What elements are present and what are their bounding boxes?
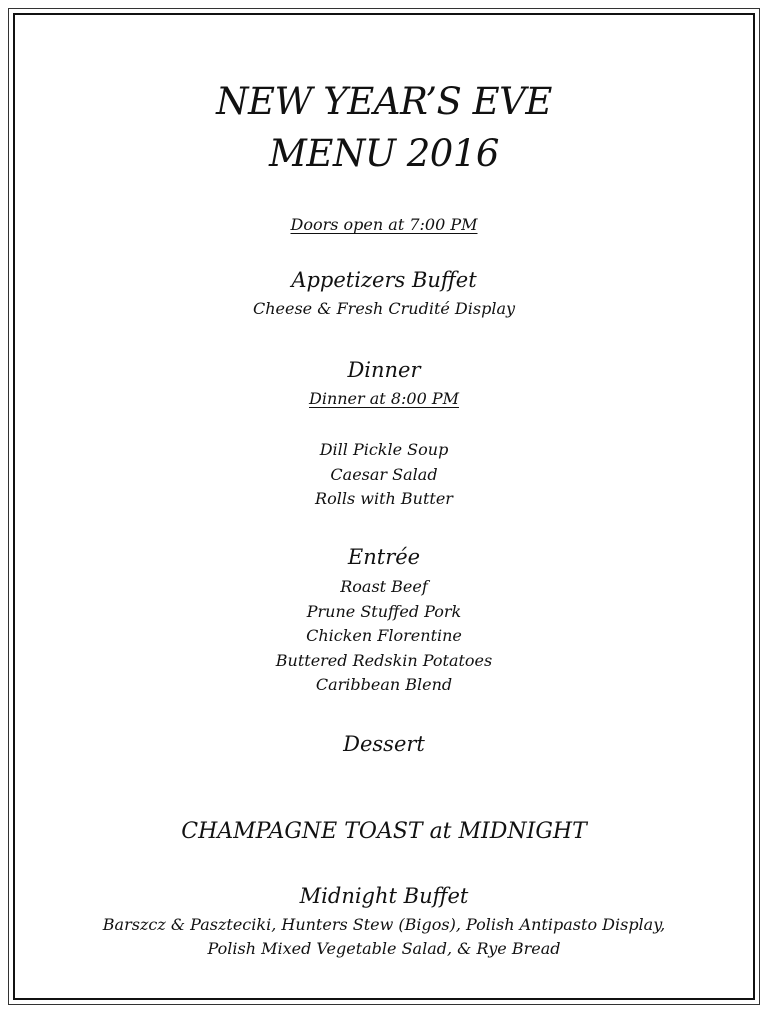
menu-title-line2: MENU 2016 [269,132,499,175]
midnight-buffet-line2: Polish Mixed Vegetable Salad, & Rye Bread [207,939,561,958]
dessert-heading: Dessert [343,732,425,756]
dinner-items-list [20,438,748,512]
dinner-item: Rolls with Butter [315,489,453,508]
champagne-toast-text: CHAMPAGNE TOAST at MIDNIGHT [181,819,587,844]
entree-item: Roast Beef [340,577,428,596]
midnight-buffet-heading: Midnight Buffet [299,884,469,908]
appetizers-heading: Appetizers Buffet [291,268,477,292]
menu-title-line1: NEW YEAR’S EVE [216,80,552,123]
dinner-time: Dinner at 8:00 PM [309,389,459,408]
entree-items-list [20,575,748,698]
doors-open-text: Doors open at 7:00 PM [290,215,478,234]
entree-item: Caribbean Blend [315,675,453,694]
appetizers-description: Cheese & Fresh Crudité Display [252,299,516,318]
dinner-item: Caesar Salad [330,464,438,484]
entree-item: Buttered Redskin Potatoes [275,650,493,670]
dinner-heading: Dinner [347,358,421,382]
midnight-buffet-line1: Barszcz & Paszteciki, Hunters Stew (Bigos), Polish Antipasto Display, [102,915,666,934]
entree-item: Prune Stuffed Pork [306,601,462,621]
entree-item: Chicken Florentine [306,626,462,645]
entree-heading: Entrée [347,545,421,569]
dinner-item: Dill Pickle Soup [319,440,449,459]
